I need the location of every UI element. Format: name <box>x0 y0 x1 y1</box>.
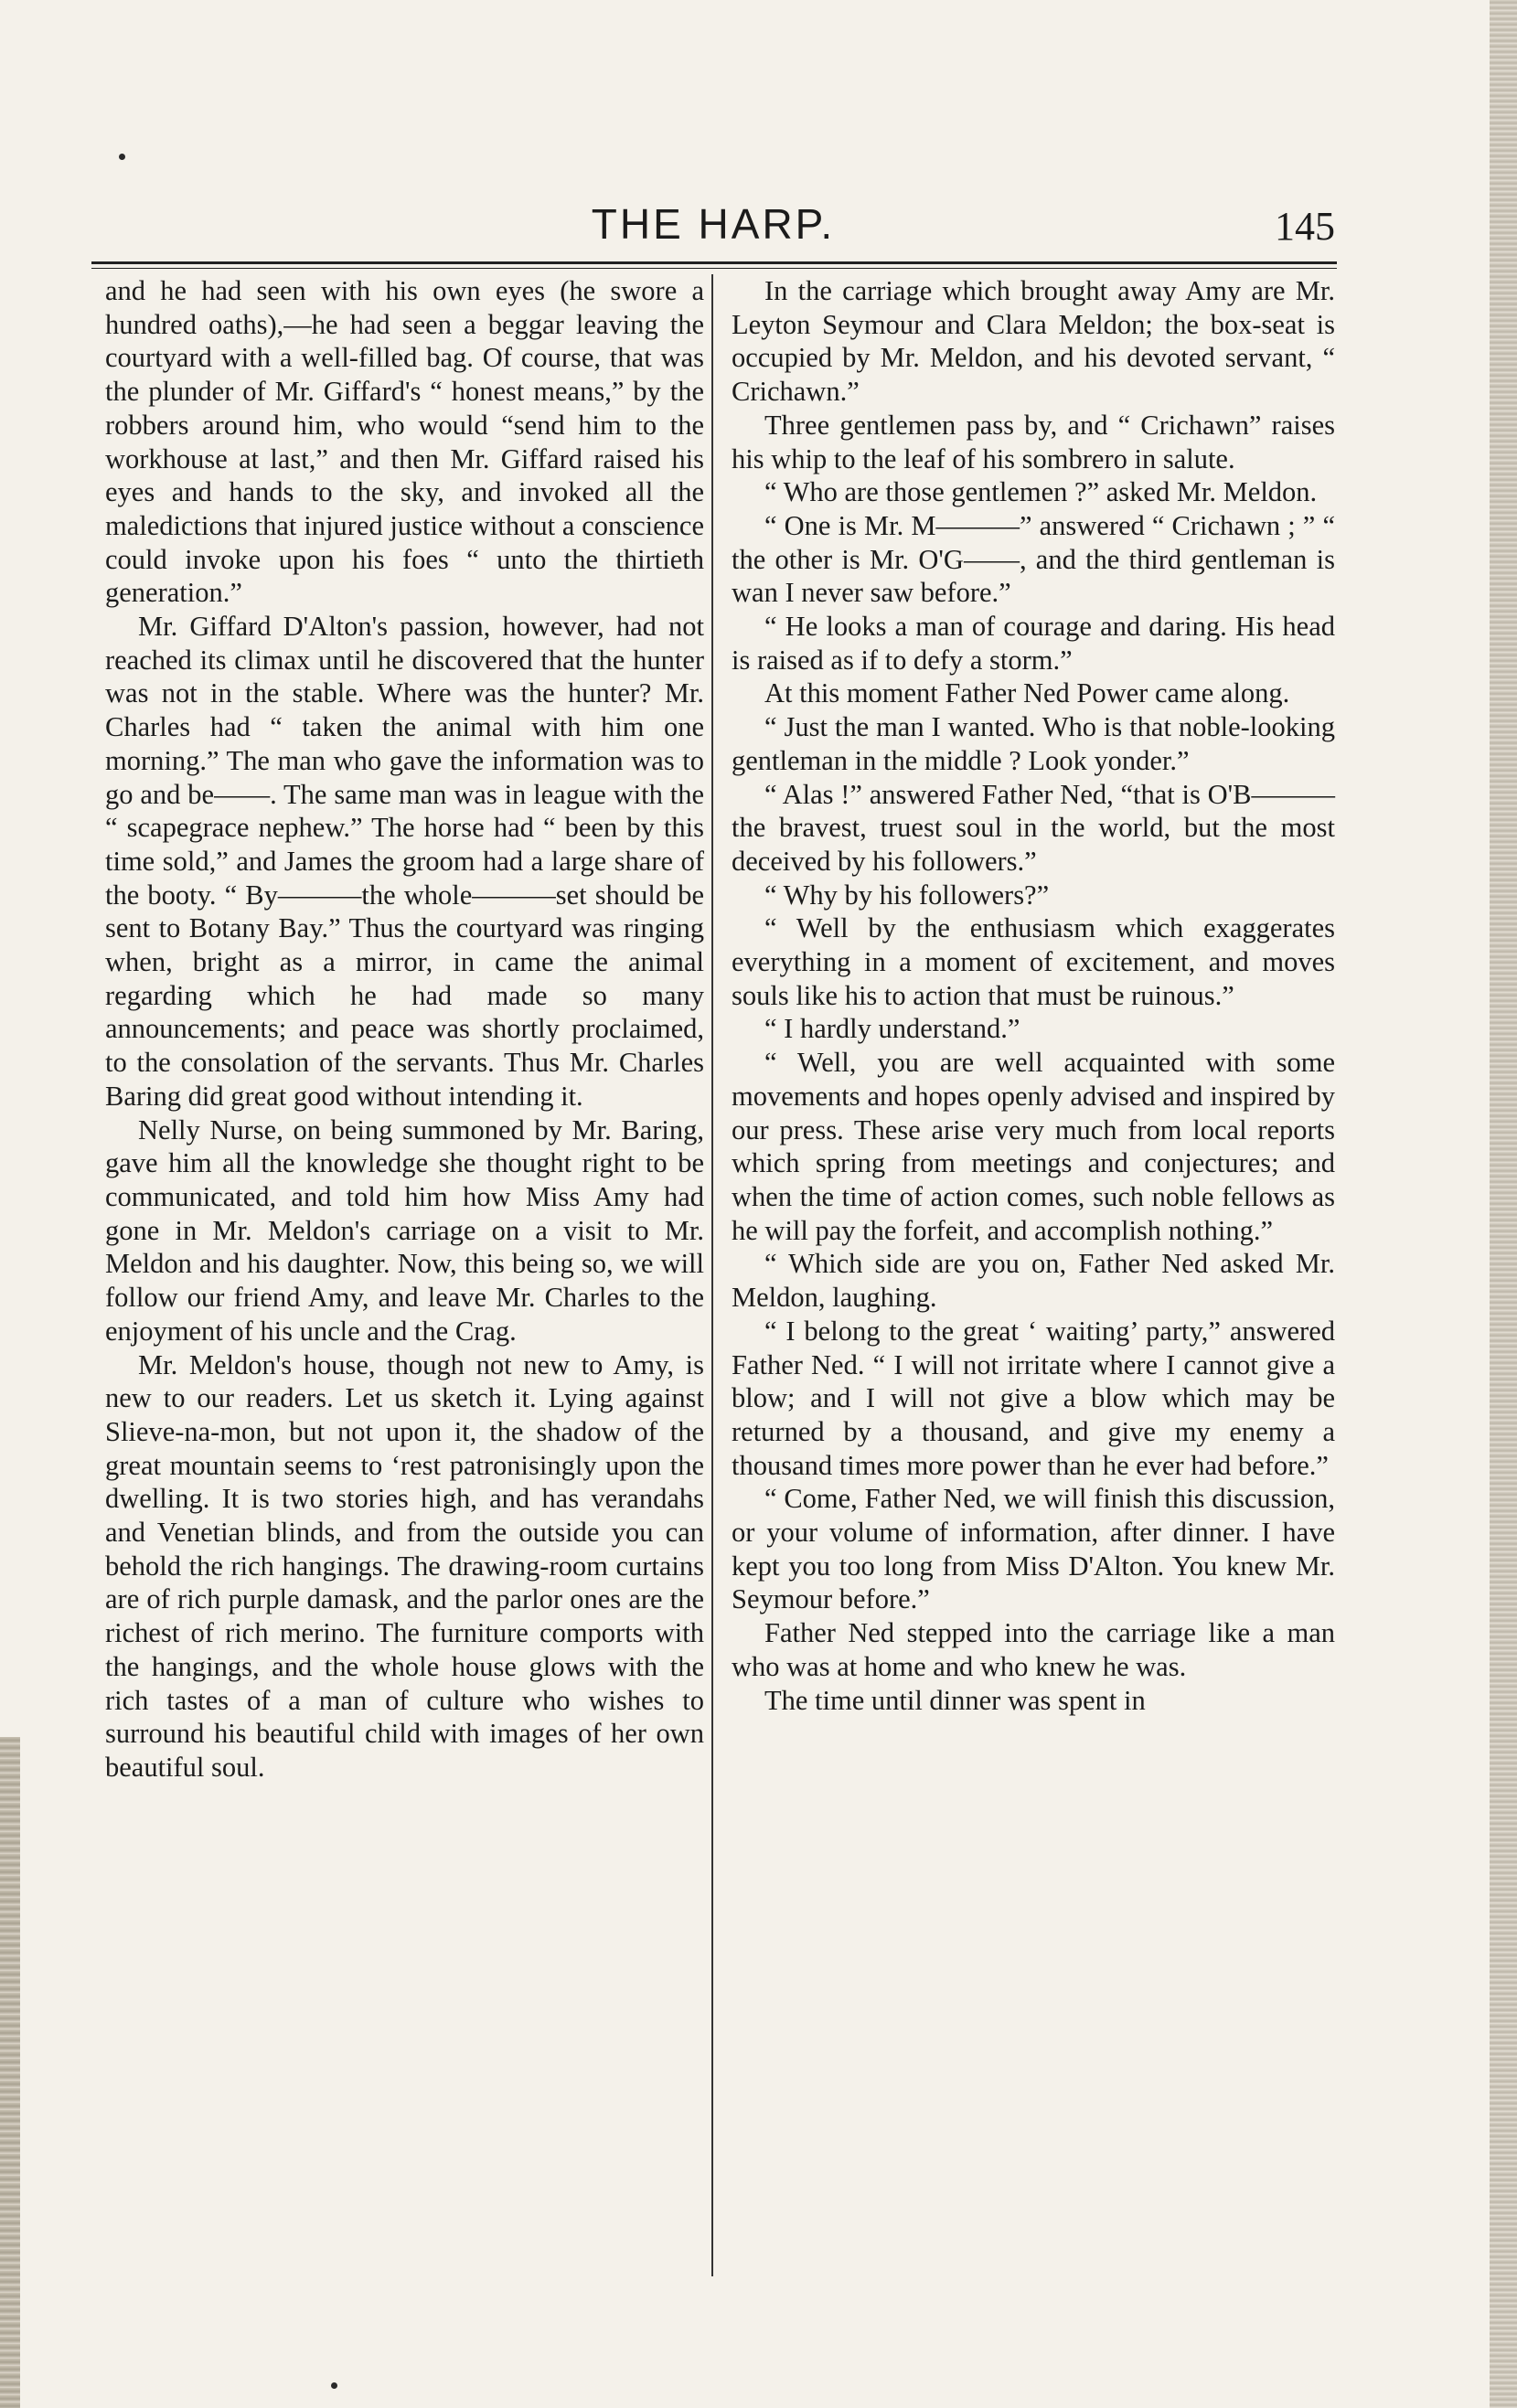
paragraph: “ He looks a man of courage and daring. His head is raised as if to defy a storm.” <box>732 611 1335 676</box>
paragraph: “ I hardly understand.” <box>764 1013 1020 1045</box>
page-number: 145 <box>1275 204 1335 249</box>
paragraph: “ Which side are you on, Father Ned asked Mr. Meldon, laughing. <box>732 1248 1335 1314</box>
paragraph: “ Just the man I wanted. Who is that noble-looking gentleman in the middle ? Look yonder.” <box>732 711 1335 776</box>
ink-speck <box>331 2382 337 2389</box>
paragraph: “ Who are those gentlemen ?” asked Mr. Meldon. <box>764 476 1318 508</box>
paragraph: In the carriage which brought away Amy are Mr. Leyton Seymour and Clara Meldon; the box-seat is occupied by Mr. Meldon, and his devoted servant, “ Crichawn.” <box>732 275 1335 408</box>
right-column <box>732 274 1335 1717</box>
paragraph: Mr. Giffard D'Alton's passion, however, had not reached its climax until he discovered that the hunter was not in the stable. Where was the hunter? Mr. Charles had “ taken the animal with him one morning.” The man who gave the information was to go and be——. The same man was in league with the “ scapegrace nephew.” The horse had “ been by this time sold,” and James the groom had a large share of the booty. “ By———the whole———set should be sent to Botany Bay.” Thus the courtyard was ringing when, bright as a mirror, in came the animal regarding which he had made so many announcements; and peace was shortly proclaimed, to the consolation of the servants. Thus Mr. Charles Baring did great good without intending it. <box>105 611 704 1112</box>
column-divider <box>711 274 713 2276</box>
left-column <box>105 274 704 1785</box>
paragraph: “ Well by the enthusiasm which exaggerates everything in a moment of excitement, and moves souls like his to action that must be ruinous.” <box>732 912 1335 1011</box>
paragraph: “ Alas !” answered Father Ned, “that is O'B———the bravest, truest soul in the world, but the most deceived by his followers.” <box>732 778 1335 877</box>
paragraph: Mr. Meldon's house, though not new to Amy, is new to our readers. Let us sketch it. Lying against Slieve-na-mon, but not upon it, the shadow of the great mountain seems to ‘rest patronisingly upon the dwelling. It is two stories high, and has verandahs and Venetian blinds, and from the outside you can behold the rich hangings. The drawing-room curtains are of rich purple damask, and the parlor ones are the richest of rich merino. The furniture comports with the hangings, and the whole house glows with the rich tastes of a man of culture who wishes to surround his beautiful child with images of her own beautiful soul. <box>105 1348 704 1783</box>
paragraph: “ Well, you are well acquainted with some movements and hopes openly advised and inspired by our press. These arise very much from local reports which spring from meetings and conjectures; and when the time of action comes, such noble fellows as he will pay the forfeit, and accomplish nothing.” <box>732 1047 1335 1246</box>
page-edge-left <box>0 1737 20 2408</box>
page-header <box>91 199 1335 254</box>
paragraph: Three gentlemen pass by, and “ Crichawn” raises his whip to the leaf of his sombrero in salute. <box>732 409 1335 474</box>
ink-speck <box>119 154 125 160</box>
header-rule <box>91 261 1337 264</box>
paragraph: Father Ned stepped into the carriage like a man who was at home and who knew he was. <box>732 1617 1335 1682</box>
paragraph: “ Come, Father Ned, we will finish this discussion, or your volume of information, after dinner. I have kept you too long from Miss D'Alton. You knew Mr. Seymour before.” <box>732 1483 1335 1615</box>
paragraph: “ Why by his followers?” <box>764 879 1050 911</box>
paragraph: “ I belong to the great ‘ waiting’ party,” answered Father Ned. “ I will not irritate where I cannot give a blow; and I will not give a blow which may be returned by a thousand, and give my enemy a thousand times more power than he ever had before.” <box>732 1315 1335 1481</box>
paragraph: The time until dinner was spent in <box>764 1684 1146 1716</box>
paragraph: Nelly Nurse, on being summoned by Mr. Baring, gave him all the knowledge she thought right to be communicated, and told him how Miss Amy had gone in Mr. Meldon's carriage on a visit to Mr. Meldon and his daughter. Now, this being so, we will follow our friend Amy, and leave Mr. Charles to the enjoyment of his uncle and the Crag. <box>105 1113 704 1347</box>
page-edge-right <box>1490 0 1517 2408</box>
paragraph: “ One is Mr. M———” answered “ Crichawn ; ” “ the other is Mr. O'G——, and the third gentleman is wan I never saw before.” <box>732 509 1335 609</box>
page-title: THE HARP. <box>591 200 836 248</box>
header-rule-thin <box>91 268 1337 269</box>
paragraph: and he had seen with his own eyes (he swore a hundred oaths),—he had seen a beggar leaving the courtyard with a well-filled bag. Of course, that was the plunder of Mr. Giffard's “ honest means,” by the robbers around him, who would “send him to the workhouse at last,” and then Mr. Giffard raised his eyes and hands to the sky, and invoked all the maledictions that injured justice without a conscience could invoke upon his foes “ unto the thirtieth generation.” <box>105 275 704 609</box>
paragraph: At this moment Father Ned Power came along. <box>764 677 1290 709</box>
